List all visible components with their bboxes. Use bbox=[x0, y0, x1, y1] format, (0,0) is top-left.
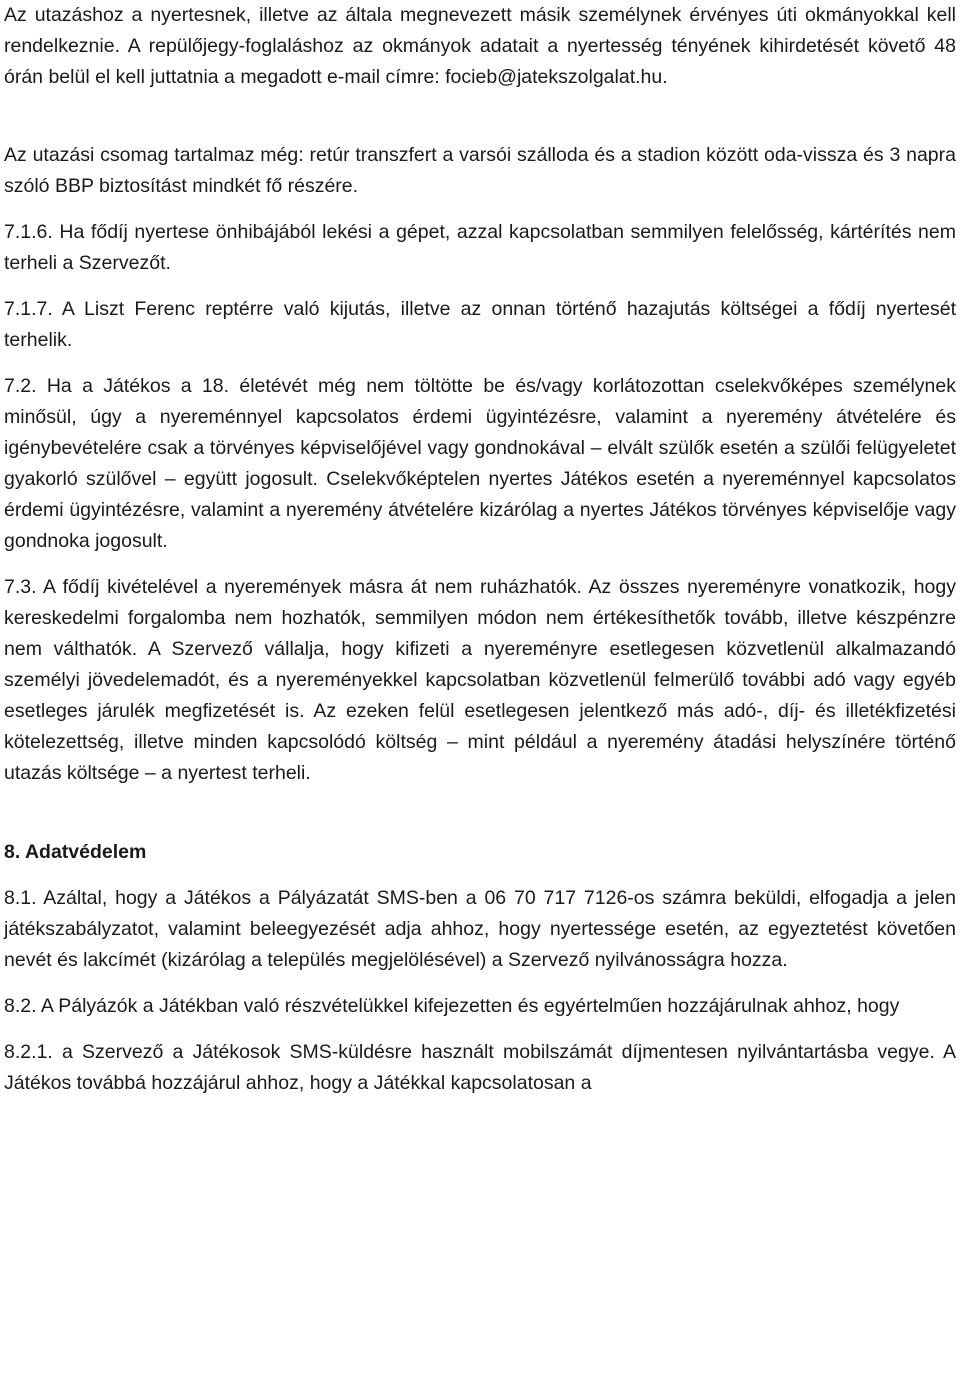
paragraph-8-2-1: 8.2.1. a Szervező a Játékosok SMS-küldésre használt mobilszámát díjmentesen nyilvántartásba vegye. A Játékos továbbá hozzájárul ahhoz, hogy a Játékkal kapcsolatosan a bbox=[4, 1041, 956, 1094]
paragraph-travel-package: Az utazási csomag tartalmaz még: retúr transzfert a varsói szálloda és a stadion között oda-vissza és 3 napra szóló BBP biztosítást mindkét fő részére. bbox=[4, 144, 956, 197]
document-page bbox=[4, 0, 956, 1099]
paragraph-8-1: 8.1. Azáltal, hogy a Játékos a Pályázatát SMS-ben a 06 70 717 7126-os számra beküldi, elfogadja a jelen játékszabályzatot, valamint beleegyezését adja ahhoz, hogy nyertessége esetén, az egyeztetést követően nevét és lakcímét (kizárólag a település megjelölésével) a Szervező nyilvánosságra hozza. bbox=[4, 887, 956, 971]
paragraph-8-2: 8.2. A Pályázók a Játékban való részvételükkel kifejezetten és egyértelműen hozzájárulnak ahhoz, hogy bbox=[4, 995, 900, 1017]
paragraph-7-1-6: 7.1.6. Ha fődíj nyertese önhibájából lekési a gépet, azzal kapcsolatban semmilyen felelősség, kártérítés nem terheli a Szervezőt. bbox=[4, 221, 956, 274]
paragraph-travel-documents: Az utazáshoz a nyertesnek, illetve az általa megnevezett másik személynek érvényes úti okmányokkal kell rendelkeznie. A repülőjegy-foglaláshoz az okmányok adatait a nyertesség tényének kihirdetését követő 48 órán belül el kell juttatnia a megadott e-mail címre: focieb@jatekszolgalat.hu. bbox=[4, 4, 956, 88]
paragraph-7-3: 7.3. A fődíj kivételével a nyeremények másra át nem ruházhatók. Az összes nyereményre vonatkozik, hogy kereskedelmi forgalomba nem hozhatók, semmilyen módon nem értékesíthetők tovább, illetve készpénzre nem válthatók. A Szervező vállalja, hogy kifizeti a nyereményre esetlegesen közvetlenül alkalmazandó személyi jövedelemadót, és a nyereményekkel kapcsolatban közvetlenül felmerülő további adó vagy egyéb esetleges járulék megfizetését is. Az ezeken felül esetlegesen jelentkező más adó-, díj- és illetékfizetési kötelezettség, illetve minden kapcsolódó költség – mint például a nyeremény átadási helyszínére történő utazás költsége – a nyertest terheli. bbox=[4, 576, 956, 784]
paragraph-7-1-7: 7.1.7. A Liszt Ferenc reptérre való kijutás, illetve az onnan történő hazajutás költségei a fődíj nyertesét terhelik. bbox=[4, 298, 956, 351]
paragraph-7-2: 7.2. Ha a Játékos a 18. életévét még nem töltötte be és/vagy korlátozottan cselekvőképes személynek minősül, úgy a nyereménnyel kapcsolatos érdemi ügyintézésre, valamint a nyeremény átvételére és igénybevételére csak a törvényes képviselőjével vagy gondnokával – elvált szülők esetén a szülői felügyeletet gyakorló szülővel – együtt jogosult. Cselekvőképtelen nyertes Játékos esetén a nyereménnyel kapcsolatos érdemi ügyintézésre, valamint a nyeremény átvételére kizárólag a nyertes Játékos törvényes képviselője vagy gondnoka jogosult. bbox=[4, 375, 956, 552]
section-heading-data-protection: 8. Adatvédelem bbox=[4, 841, 147, 863]
